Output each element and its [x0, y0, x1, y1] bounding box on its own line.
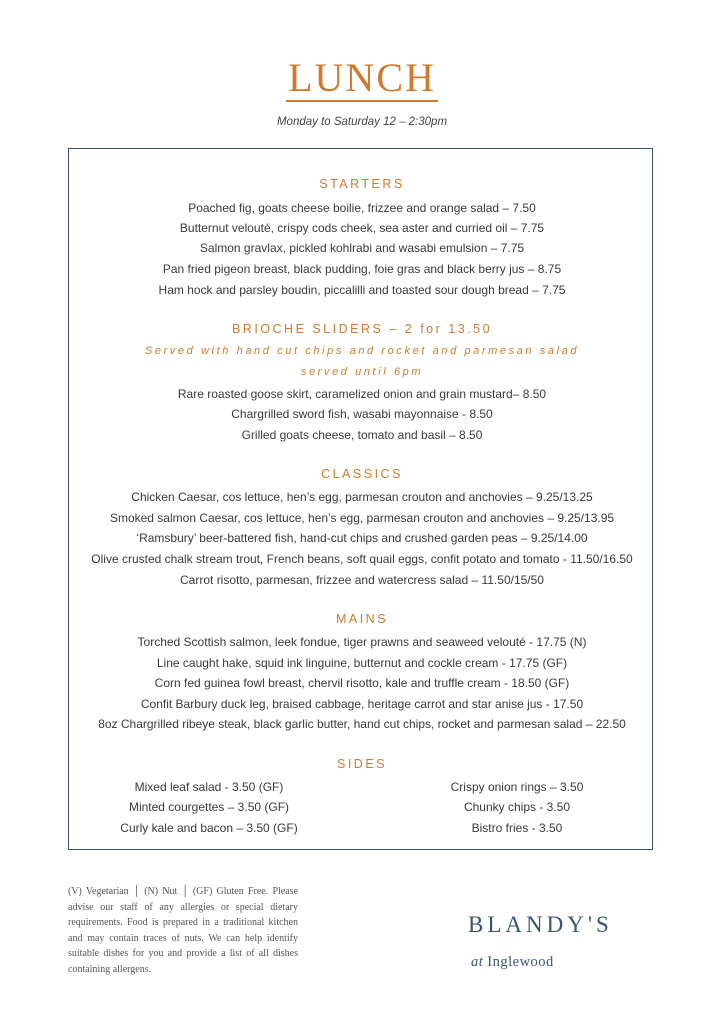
section-title-classics: CLASSICS	[321, 467, 403, 481]
sliders-subtitle: Served with hand cut chips and rocket and parmesan salad	[144, 345, 580, 357]
starter-item: Ham hock and parsley boudin, piccalilli and toasted sour dough bread – 7.75	[158, 283, 566, 297]
side-item: Mixed leaf salad - 3.50 (GF)	[134, 780, 284, 794]
slider-item: Grilled goats cheese, tomato and basil – 8.50	[241, 428, 483, 442]
section-title-sliders: BRIOCHE SLIDERS – 2 for 13.50	[231, 322, 493, 336]
side-item: Curly kale and bacon – 3.50 (GF)	[120, 821, 298, 835]
side-item: Crispy onion rings – 3.50	[450, 780, 584, 794]
slider-item: Rare roasted goose skirt, caramelized onion and grain mustard– 8.50	[177, 387, 547, 401]
starter-item: Salmon gravlax, pickled kohlrabi and wasabi emulsion – 7.75	[199, 241, 525, 255]
menu-title-wrap	[0, 55, 724, 102]
classic-item: Chicken Caesar, cos lettuce, hen’s egg, parmesan crouton and anchovies – 9.25/13.25	[131, 490, 593, 504]
slider-item: Chargrilled sword fish, wasabi mayonnaise - 8.50	[231, 407, 493, 421]
section-title-sides: SIDES	[336, 757, 387, 771]
brand-at: at	[471, 954, 484, 970]
main-item: Confit Barbury duck leg, braised cabbage, heritage carrot and star anise jus - 17.50	[140, 697, 584, 711]
allergy-advice: Please advise our staff of any allergies or special dietary requirements. Food is prepared in a traditional kitchen and may contain traces of nuts. We can help identify suitable dishes for you and provide a list of all dishes containing allergens.	[68, 886, 299, 975]
classic-item: Carrot risotto, parmesan, frizzee and watercress salad – 11.50/15/50	[180, 573, 544, 587]
classic-item: Smoked salmon Caesar, cos lettuce, hen’s egg, parmesan crouton and anchovies – 9.25/13.95	[109, 511, 615, 525]
starter-item: Poached fig, goats cheese boilie, frizzee and orange salad – 7.50	[188, 201, 536, 215]
side-item: Bistro fries - 3.50	[471, 821, 563, 835]
brand-location-name: Inglewood	[487, 954, 554, 970]
main-item: Torched Scottish salmon, leek fondue, tiger prawns and seaweed velouté - 17.75 (N)	[137, 635, 587, 649]
section-title-mains: MAINS	[335, 612, 389, 626]
section-title-starters: STARTERS	[319, 177, 405, 191]
main-item: Line caught hake, squid ink linguine, butternut and cockle cream - 17.75 (GF)	[156, 656, 568, 670]
allergen-note	[68, 884, 298, 977]
starter-item: Butternut velouté, crispy cods cheek, sea aster and curried oil – 7.75	[179, 221, 545, 235]
main-item: Corn fed guinea fowl breast, chervil risotto, kale and truffle cream - 18.50 (GF)	[154, 676, 570, 690]
side-item: Chunky chips - 3.50	[463, 800, 571, 814]
brand-location	[471, 954, 554, 971]
classic-item: Olive crusted chalk stream trout, French beans, soft quail eggs, confit potato and tomato - 11.50/16.50	[91, 552, 633, 566]
main-item: 8oz Chargrilled ribeye steak, black garlic butter, hand cut chips, rocket and parmesan salad – 22.50	[98, 717, 626, 731]
classic-item: ‘Ramsbury’ beer-battered fish, hand-cut chips and crushed garden peas – 9.25/14.00	[136, 531, 588, 545]
starter-item: Pan fried pigeon breast, black pudding, foie gras and black berry jus – 8.75	[162, 262, 562, 276]
dietary-key: (V) Vegetarian │ (N) Nut │ (GF) Gluten Free.	[68, 886, 269, 897]
service-hours: Monday to Saturday 12 – 2:30pm	[276, 116, 448, 128]
side-item: Minted courgettes – 3.50 (GF)	[128, 800, 290, 814]
menu-title: LUNCH	[288, 55, 436, 100]
brand-logo-name: BLANDY'S	[468, 912, 613, 937]
sliders-serving-note: served until 6pm	[300, 366, 424, 378]
